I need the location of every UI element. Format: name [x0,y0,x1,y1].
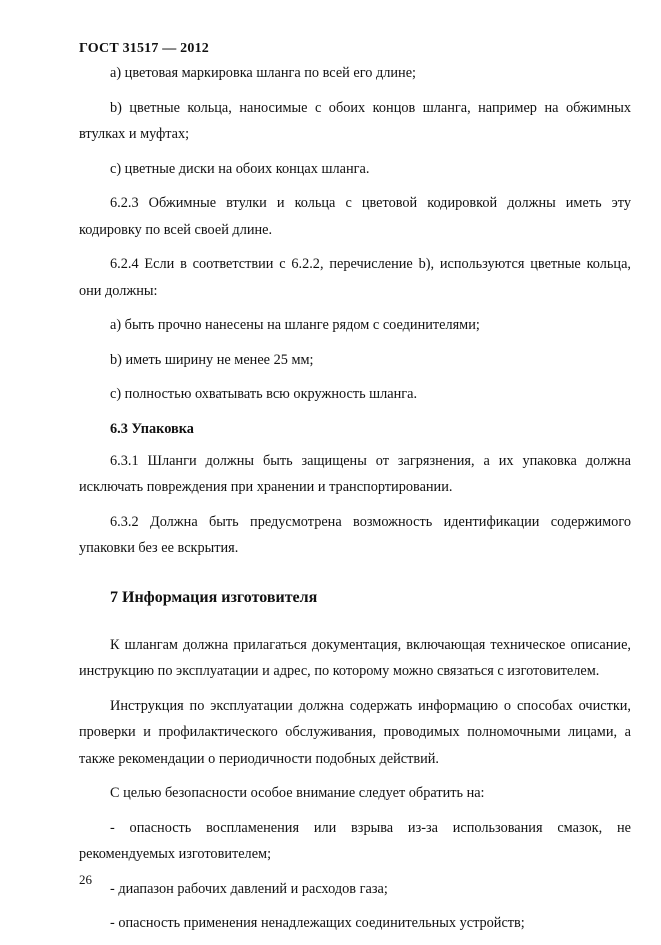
ring-list-item-c: c) полностью охватывать всю окружность шланга. [110,386,418,402]
standard-header: ГОСТ 31517 — 2012 [79,41,209,56]
safety-item-ignition: - опасность воспламенения или взрыва из-за использования смазок, не рекомендуемых изготовителем; [79,819,631,862]
list-item-a: а) цветовая маркировка шланга по всей его длине; [110,65,417,81]
ring-list-item-a: a) быть прочно нанесены на шланге рядом с соединителями; [110,317,480,333]
list-item-b: b) цветные кольца, наносимые с обоих концов шланга, например на обжимных втулках и муфтах; [79,99,631,142]
paragraph-6-3-2: 6.3.2 Должна быть предусмотрена возможность идентификации содержимого упаковки без ее вскрытия. [79,513,631,556]
section-heading: 7 Информация изготовителя [110,588,318,606]
document-body [79,60,631,945]
paragraph-instruction: Инструкция по эксплуатации должна содержать информацию о способах очистки, проверки и профилактического обслуживания, проводимых полномочными лицами, а также рекомендации о периодичности подобных действий. [79,697,631,767]
subsection-heading: 6.3 Упаковка [110,420,194,437]
list-item-c: c) цветные диски на обоих концах шланга. [110,160,370,177]
paragraph-safety-intro: С целью безопасности особое внимание следует обратить на: [110,785,485,801]
safety-item-connectors: - опасность применения ненадлежащих соединительных устройств; [110,915,525,931]
paragraph-6-3-1: 6.3.1 Шланги должны быть защищены от загрязнения, а их упаковка должна исключать повреждения при хранении и транспортировании. [79,452,631,495]
page-number: 26 [79,872,92,887]
ring-list-item-b: b) иметь ширину не менее 25 мм; [110,351,314,368]
safety-item-pressure: - диапазон рабочих давлений и расходов газа; [110,880,388,897]
paragraph-6-2-3: 6.2.3 Обжимные втулки и кольца с цветовой кодировкой должны иметь эту кодировку по всей своей длине. [79,195,631,238]
paragraph-6-2-4: 6.2.4 Если в соответствии с 6.2.2, перечисление b), используются цветные кольца, они должны: [79,256,631,299]
paragraph-documentation: К шлангам должна прилагаться документация, включающая техническое описание, инструкцию по эксплуатации и адрес, по которому можно связаться с изготовителем. [79,636,631,679]
